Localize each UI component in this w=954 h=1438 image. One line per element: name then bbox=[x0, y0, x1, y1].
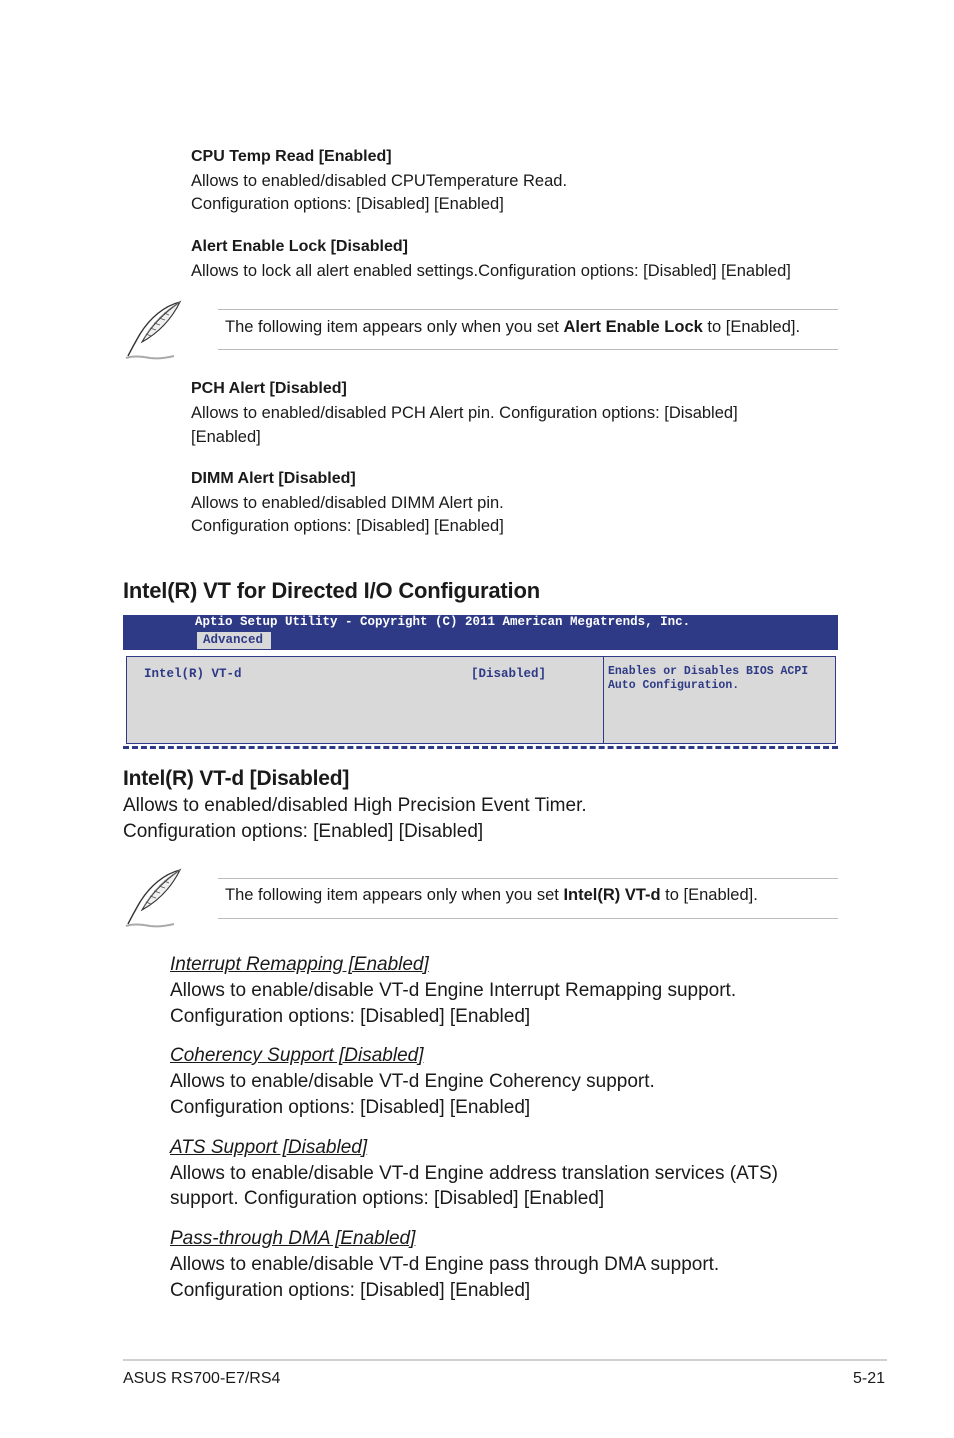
item-title: CPU Temp Read [Enabled] bbox=[191, 148, 392, 165]
section-heading: Intel(R) VT for Directed I/O Configuration bbox=[123, 578, 540, 603]
bios-header-text: Aptio Setup Utility - Copyright (C) 2011 American Megatrends, Inc. bbox=[195, 615, 691, 629]
feather-pen-icon bbox=[120, 866, 188, 930]
panel-divider bbox=[603, 657, 604, 743]
subitem-title: Coherency Support [Disabled] bbox=[170, 1045, 424, 1066]
feather-pen-icon bbox=[120, 298, 188, 362]
item-desc: [Enabled] bbox=[191, 428, 261, 446]
vtd-desc: Allows to enabled/disabled High Precision Event Timer. bbox=[123, 795, 587, 816]
item-title: DIMM Alert [Disabled] bbox=[191, 470, 356, 487]
footer-product: ASUS RS700-E7/RS4 bbox=[123, 1370, 281, 1387]
item-desc: Allows to enabled/disabled PCH Alert pin. Configuration options: [Disabled] bbox=[191, 404, 738, 422]
subitem-title: Interrupt Remapping [Enabled] bbox=[170, 954, 429, 975]
footer-rule bbox=[123, 1359, 887, 1361]
subitem-desc: Configuration options: [Disabled] [Enabled] bbox=[170, 1097, 531, 1118]
item-desc: Configuration options: [Disabled] [Enabled] bbox=[191, 517, 504, 535]
tab-advanced[interactable]: Advanced bbox=[197, 632, 271, 649]
subitem-title: Pass-through DMA [Enabled] bbox=[170, 1228, 416, 1249]
bios-bottom-border bbox=[123, 746, 838, 749]
setting-label[interactable]: Intel(R) VT-d bbox=[144, 667, 242, 681]
item-desc: Allows to enabled/disabled DIMM Alert pin. bbox=[191, 494, 504, 512]
bios-main-panel bbox=[126, 656, 836, 744]
subitem-desc: Configuration options: [Disabled] [Enabled] bbox=[170, 1280, 531, 1301]
subitem-desc: Allows to enable/disable VT-d Engine address translation services (ATS) bbox=[170, 1163, 778, 1184]
help-text-line: Enables or Disables BIOS ACPI bbox=[608, 665, 809, 678]
item-desc: Allows to lock all alert enabled settings.Configuration options: [Disabled] [Enabled] bbox=[191, 262, 791, 280]
item-desc: Allows to enabled/disabled CPUTemperature Read. bbox=[191, 172, 568, 190]
vtd-title: Intel(R) VT-d [Disabled] bbox=[123, 767, 350, 790]
subitem-title: ATS Support [Disabled] bbox=[170, 1137, 368, 1158]
item-title: PCH Alert [Disabled] bbox=[191, 380, 347, 397]
item-title: Alert Enable Lock [Disabled] bbox=[191, 238, 408, 255]
vtd-desc: Configuration options: [Enabled] [Disabled] bbox=[123, 821, 484, 842]
item-desc: Configuration options: [Disabled] [Enabled] bbox=[191, 195, 504, 213]
setting-value[interactable]: [Disabled] bbox=[471, 667, 547, 681]
subitem-desc: support. Configuration options: [Disabled] [Enabled] bbox=[170, 1188, 605, 1209]
subitem-desc: Allows to enable/disable VT-d Engine Coherency support. bbox=[170, 1071, 655, 1092]
subitem-desc: Allows to enable/disable VT-d Engine pass through DMA support. bbox=[170, 1254, 720, 1275]
help-text-line: Auto Configuration. bbox=[608, 679, 740, 692]
note-text: The following item appears only when you set Intel(R) VT-d to [Enabled]. bbox=[225, 886, 758, 904]
footer-page-number: 5-21 bbox=[853, 1370, 886, 1387]
subitem-desc: Configuration options: [Disabled] [Enabled] bbox=[170, 1006, 531, 1027]
subitem-desc: Allows to enable/disable VT-d Engine Interrupt Remapping support. bbox=[170, 980, 737, 1001]
note-text: The following item appears only when you set Alert Enable Lock to [Enabled]. bbox=[225, 318, 801, 336]
bios-header-bar bbox=[123, 615, 838, 650]
